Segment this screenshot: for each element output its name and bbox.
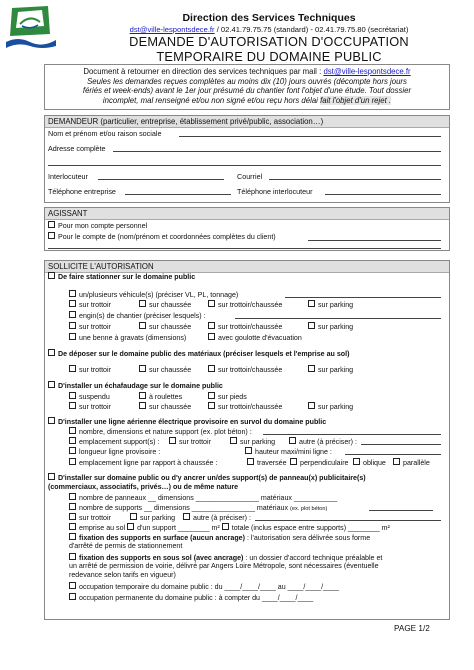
materiaux-option[interactable]: De déposer sur le domaine public des matériaux (préciser lesquels et l'emprise au sol) (48, 349, 349, 358)
emplacement-ligne-option[interactable]: emplacement ligne par rapport à chaussée : (69, 458, 217, 467)
pan-sur-parking[interactable]: sur parking (130, 513, 175, 522)
checkbox-engins[interactable] (69, 311, 76, 318)
ligne-support-option[interactable]: nombre, dimensions et nature support (ex. plot béton) : (69, 427, 252, 436)
stationnement-option[interactable]: De faire stationner sur le domaine public (48, 272, 195, 281)
mat-sur-trottoir[interactable]: sur trottoir (69, 365, 111, 374)
notice-line-3: fériés et week-ends) avant le 1er jour présumé du chantier font l'objet d'une étude. Tout dossier (82, 86, 412, 96)
nom-field[interactable] (179, 136, 441, 137)
ligne-perpendiculaire[interactable]: perpendiculaire (290, 458, 349, 467)
checkbox-materiaux[interactable] (48, 349, 55, 356)
checkbox-ligne-aerienne[interactable] (48, 417, 55, 424)
fixation-sous-sol-line2: un arrêté de permission de voirie, délivré par Angers Loire Métropole, sont nécessaires (éventuelle (69, 562, 379, 570)
dst-email-link[interactable]: dst@ville-lespontsdece.fr (129, 25, 215, 34)
courriel-field[interactable] (269, 179, 441, 180)
mat-sur-trottoir-chaussee[interactable]: sur trottoir/chaussée (208, 365, 282, 374)
panneaux-option-line2: (commerciaux, associatifs, privés…) ou de même nature (48, 483, 239, 491)
tel-interlocuteur-label: Téléphone interlocuteur (237, 187, 313, 196)
echafaudage-option[interactable]: D'installer un échafaudage sur le domaine public (48, 381, 223, 390)
checkbox-vehicules[interactable] (69, 290, 76, 297)
pan-sur-trottoir[interactable]: sur trottoir (69, 513, 111, 522)
contact-line (70, 25, 468, 34)
ligne-traversee[interactable]: traversée (247, 458, 287, 467)
sollicite-section (44, 260, 450, 620)
occupation-temporaire-option[interactable]: occupation temporaire du domaine public : du ____/____/____ au ____/____/____ (69, 582, 339, 591)
ligne-sur-trottoir[interactable]: sur trottoir (169, 437, 211, 446)
checkbox-benne[interactable] (69, 333, 76, 340)
echaf-sur-trottoir[interactable]: sur trottoir (69, 402, 111, 411)
fixation-surface-line2: d'arrêté de permis de stationnement (69, 542, 183, 550)
tel-entreprise-field[interactable] (125, 194, 231, 195)
echaf-sur-pieds[interactable]: sur pieds (208, 392, 247, 401)
page-header (70, 12, 468, 64)
mat-sur-chaussee[interactable]: sur chaussée (139, 365, 191, 374)
materiaux-supports-field[interactable] (369, 510, 433, 511)
echaf-sur-chaussee[interactable]: sur chaussée (139, 402, 191, 411)
benne-option[interactable]: une benne à gravats (dimensions) (69, 333, 186, 342)
form-title-line2: TEMPORAIRE DU DOMAINE PUBLIC (156, 49, 382, 64)
nom-label: Nom et prénom et/ou raison sociale (48, 129, 162, 138)
option-compte-client[interactable]: Pour le compte de (nom/prénom et coordonnées complètes du client) (48, 232, 276, 241)
phone-numbers: / 02.41.79.75.75 (standard) - 02.41.79.75.80 (secrétariat) (216, 25, 409, 34)
echaf-sur-trottoir-chaussee[interactable]: sur trottoir/chaussée (208, 402, 282, 411)
demandeur-section (44, 115, 450, 203)
engins-field[interactable] (235, 318, 441, 319)
emprise-sol-option[interactable]: emprise au sol d'un support ________ m² totale (inclus espace entre supports) ________ m² (69, 523, 390, 532)
ligne-support-field[interactable] (263, 434, 441, 435)
tel-entreprise-label: Téléphone entreprise (48, 187, 116, 196)
checkbox-echafaudage[interactable] (48, 381, 55, 388)
pan-autre-field[interactable] (255, 520, 441, 521)
checkbox-panneaux[interactable] (48, 473, 55, 480)
veh-sur-chaussee[interactable]: sur chaussée (139, 300, 191, 309)
echaf-sur-parking[interactable]: sur parking (308, 402, 353, 411)
ligne-sur-parking[interactable]: sur parking (230, 437, 275, 446)
checkbox-compte-client[interactable] (48, 232, 55, 239)
goulotte-option[interactable]: avec goulotte d'évacuation (208, 333, 302, 342)
submission-notice (44, 64, 450, 110)
option-compte-personnel[interactable]: Pour mon compte personnel (48, 221, 147, 230)
sollicite-heading: SOLLICITE L'AUTORISATION (45, 261, 449, 273)
eng-sur-trottoir[interactable]: sur trottoir (69, 322, 111, 331)
fixation-surface-option[interactable]: fixation des supports en surface (aucun ancrage) : l'autorisation sera délivrée sous forme (69, 533, 370, 542)
form-title-line1: DEMANDE D'AUTORISATION D'OCCUPATION (129, 34, 409, 49)
nombre-supports-option[interactable]: nombre de supports __ dimensions ________________ matériaux (ex. plot béton) (69, 503, 327, 512)
city-logo (4, 4, 58, 52)
notice-line-2: Seules les demandes reçues complètes au moins dix (10) jours ouvrés (décompte hors jours (87, 76, 407, 86)
notice-line-4: incomplet, mal renseigné et/ou non signé et/ou reçu hors délai fait l'objet d'un rejet . (102, 95, 392, 105)
adresse-label: Adresse complète (48, 144, 106, 153)
longueur-ligne-option[interactable]: longueur ligne provisoire : (69, 447, 160, 456)
mat-sur-parking[interactable]: sur parking (308, 365, 353, 374)
veh-sur-parking[interactable]: sur parking (308, 300, 353, 309)
agissant-section (44, 207, 450, 251)
occupation-permanente-option[interactable]: occupation permanente du domaine public : à compter du ____/____/____ (69, 593, 313, 602)
page-number: PAGE 1/2 (394, 624, 430, 633)
veh-sur-trottoir-chaussee[interactable]: sur trottoir/chaussée (208, 300, 282, 309)
ligne-oblique[interactable]: oblique (353, 458, 386, 467)
ligne-autre[interactable]: autre (à préciser) : (289, 437, 357, 446)
eng-sur-parking[interactable]: sur parking (308, 322, 353, 331)
eng-sur-chaussee[interactable]: sur chaussée (139, 322, 191, 331)
interlocuteur-field[interactable] (98, 179, 224, 180)
notice-email-link[interactable]: dst@ville-lespontsdece.fr (323, 67, 411, 76)
ligne-autre-field[interactable] (361, 444, 441, 445)
hauteur-ligne-option[interactable]: hauteur maxi/mini ligne : (245, 447, 332, 456)
ligne-parallele[interactable]: parallèle (393, 458, 430, 467)
client-field-line2[interactable] (48, 248, 441, 249)
agissant-heading: AGISSANT (45, 208, 449, 220)
engins-option[interactable]: engin(s) de chantier (préciser lesquels) : (69, 311, 206, 320)
vehicules-option[interactable]: un/plusieurs véhicule(s) (préciser VL, PL, tonnage) (69, 290, 238, 299)
emplacement-support-option[interactable]: emplacement support(s) : (69, 437, 159, 446)
demandeur-heading: DEMANDEUR (particulier, entreprise, établissement privé/public, association…) (45, 116, 449, 128)
vehicules-field[interactable] (285, 297, 441, 298)
checkbox-compte-personnel[interactable] (48, 221, 55, 228)
veh-sur-trottoir[interactable]: sur trottoir (69, 300, 111, 309)
department-name: Direction des Services Techniques (182, 12, 356, 24)
client-field[interactable] (308, 240, 441, 241)
nombre-panneaux-option[interactable]: nombre de panneaux __ dimensions ________________ matériaux ___________ (69, 493, 337, 502)
interlocuteur-label: Interlocuteur (48, 172, 88, 181)
adresse-field[interactable] (113, 151, 441, 152)
ligne-aerienne-option[interactable]: D'installer une ligne aérienne électrique provisoire en survol du domaine public (48, 417, 326, 426)
fixation-sous-sol-line3: redevance selon tarifs en vigueur) (69, 571, 176, 579)
panneaux-option[interactable]: D'installer sur domaine public ou d'y ancrer un/des support(s) de panneau(x) publicitaire(s) (48, 473, 366, 482)
pan-autre[interactable]: autre (à préciser) : (183, 513, 251, 522)
adresse-field-line2[interactable] (48, 165, 441, 166)
rejection-note: fait l'objet d'un rejet . (320, 95, 392, 105)
fixation-sous-sol-option[interactable]: fixation des supports en sous sol (avec ancrage) : un dossier d'accord technique préalable et (69, 553, 382, 562)
checkbox-goulotte[interactable] (208, 333, 215, 340)
notice-line-1: Document à retourner en direction des services techniques par mail : dst@ville-lespontsdece.fr (83, 67, 411, 76)
eng-sur-trottoir-chaussee[interactable]: sur trottoir/chaussée (208, 322, 282, 331)
tel-interlocuteur-field[interactable] (325, 194, 441, 195)
echaf-suspendu[interactable]: suspendu (69, 392, 110, 401)
courriel-label: Courriel (237, 172, 263, 181)
hauteur-ligne-field[interactable] (345, 454, 441, 455)
checkbox-stationnement[interactable] (48, 272, 55, 279)
echaf-roulettes[interactable]: à roulettes (139, 392, 182, 401)
